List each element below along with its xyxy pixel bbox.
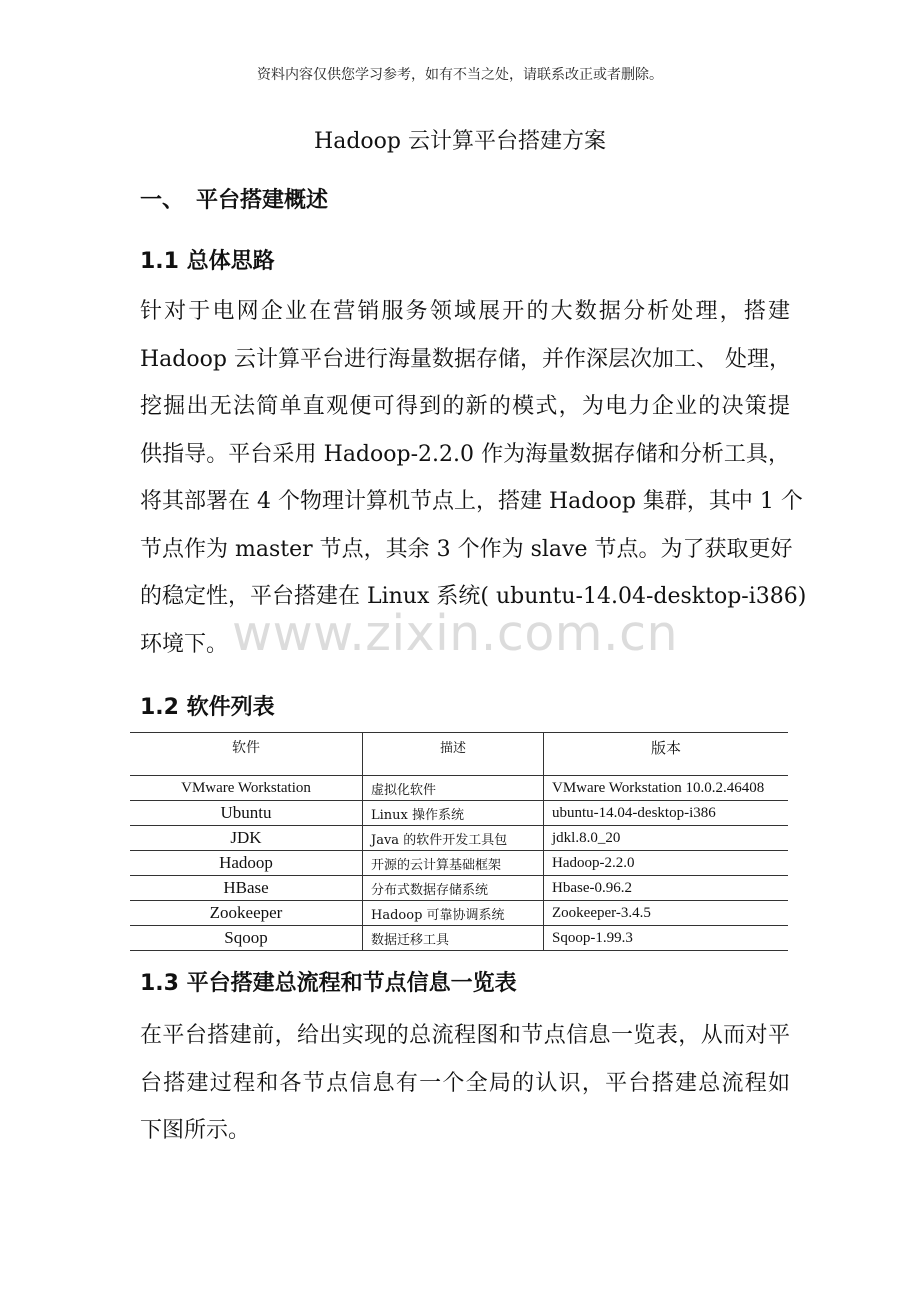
paragraph-line: 节点作为 master 节点，其余 3 个作为 slave 节点。为了获取更好 [140,536,793,562]
paragraph-line: 挖掘出无法简单直观便可得到的新的模式，为电力企业的决策提 [140,394,790,419]
section-1-heading [140,183,328,214]
software-version: ubuntu-14.04-desktop-i386 [544,801,789,826]
table-row [130,876,788,901]
table-row [130,901,788,926]
subsection-1-2-heading: 1.2 软件列表 [140,695,275,720]
software-description: Java 的软件开发工具包 [363,826,544,851]
watermark: www.zixin.com.cn [232,605,679,662]
table-row [130,926,788,951]
software-version: Hbase-0.96.2 [544,876,789,901]
software-version: jdkl.8.0_20 [544,826,789,851]
software-name: Zookeeper [130,901,363,926]
document-title: Hadoop 云计算平台搭建方案 [314,129,606,154]
software-name: Hadoop [130,851,363,876]
document-notice: 资料内容仅供您学习参考，如有不当之处，请联系改正或者删除。 [257,67,663,83]
software-name: Ubuntu [130,801,363,826]
software-description: Hadoop 可靠协调系统 [363,901,544,926]
table-header-cell: 软件 [130,733,363,776]
table-header-cell: 描述 [363,733,544,776]
table-header-row [130,733,788,776]
software-version: VMware Workstation 10.0.2.46408 [544,776,789,801]
table-row [130,826,788,851]
software-version: Zookeeper-3.4.5 [544,901,789,926]
paragraph-line: 的稳定性，平台搭建在 Linux 系统( ubuntu-14.04-desktop-i386) [140,584,807,609]
software-name: VMware Workstation [130,776,363,801]
paragraph-line: 台搭建过程和各节点信息有一个全局的认识，平台搭建总流程如 [140,1070,790,1096]
software-description: Linux 操作系统 [363,801,544,826]
software-name: HBase [130,876,363,901]
software-name: Sqoop [130,926,363,951]
section-1-number: 一、 [140,188,185,213]
software-description: 虚拟化软件 [363,776,544,801]
software-table [130,732,788,951]
paragraph-line: 供指导。平台采用 Hadoop-2.2.0 作为海量数据存储和分析工具， [140,441,790,467]
software-version: Sqoop-1.99.3 [544,926,789,951]
paragraph-line: Hadoop 云计算平台进行海量数据存储，并作深层次加工、 处理， [140,346,791,372]
paragraph-line: 下图所示。 [140,1118,251,1143]
table-row [130,801,788,826]
section-1-title: 平台搭建概述 [196,188,329,213]
table-header-cell: 版本 [544,733,789,776]
paragraph-line: 将其部署在 4 个物理计算机节点上，搭建 Hadoop 集群，其中 1 个 [140,489,803,514]
software-description: 数据迁移工具 [363,926,544,951]
table-row [130,776,788,801]
subsection-1-3-heading: 1.3 平台搭建总流程和节点信息一览表 [140,971,517,996]
software-description: 分布式数据存储系统 [363,876,544,901]
subsection-1-1-heading: 1.1 总体思路 [140,249,275,274]
software-version: Hadoop-2.2.0 [544,851,789,876]
flow-paragraph [140,1012,790,1155]
software-name: JDK [130,826,363,851]
software-description: 开源的云计算基础框架 [363,851,544,876]
paragraph-line: 环境下。 [140,631,229,657]
table-row [130,851,788,876]
paragraph-line: 针对于电网企业在营销服务领域展开的大数据分析处理，搭建 [140,299,790,324]
paragraph-line: 在平台搭建前，给出实现的总流程图和节点信息一览表，从而对平 [140,1023,790,1048]
